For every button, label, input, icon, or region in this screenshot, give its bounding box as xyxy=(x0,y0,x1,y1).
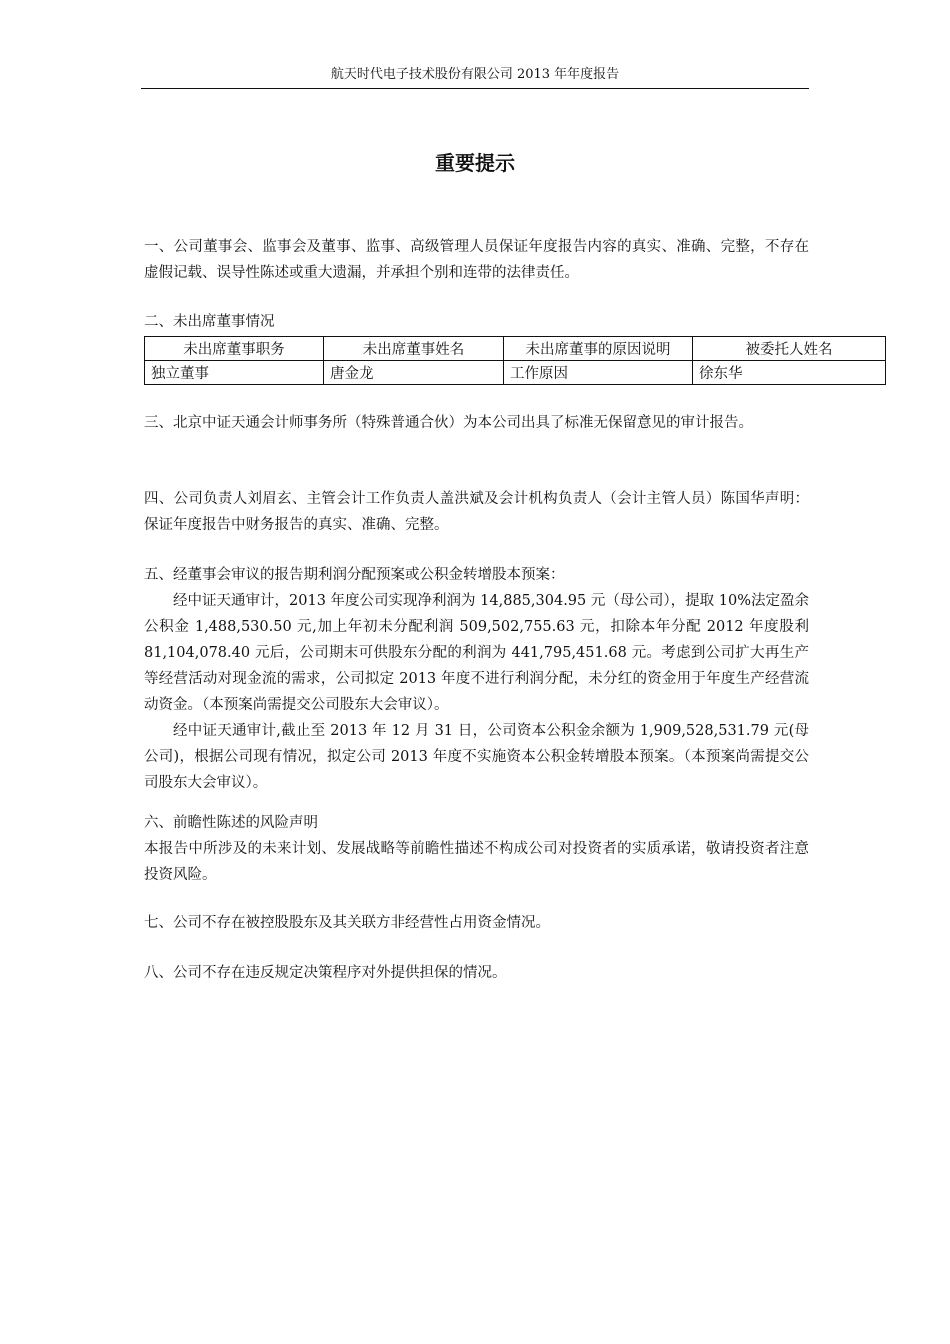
section-5-profit-distribution: 经中证天通审计，2013 年度公司实现净利润为 14,885,304.95 元（母公司），提取 10%法定盈余公积金 1,488,530.50 元,加上年初未分配利润 509,502,755.63 元，扣除本年分配 2012 年度股利 81,104,078.40 元后，公司期末可供股东分配的利润为 441,795,451.68 元。考虑到公司扩大再生产等经营活动对现金流的需求，公司拟定 2013 年度不进行利润分配，未分红的资金用于年度生产经营流动资金。（本预案尚需提交公司股东大会审议）。 xyxy=(144,593,809,713)
section-6-body: 本报告中所涉及的未来计划、发展战略等前瞻性描述不构成公司对投资者的实质承诺，敬请投资者注意投资风险。 xyxy=(144,841,809,883)
table-header-cell: 未出席董事的原因说明 xyxy=(504,337,693,361)
section-8-text: 八、公司不存在违反规定决策程序对外提供担保的情况。 xyxy=(144,965,507,981)
section-1-text: 一、公司董事会、监事会及董事、监事、高级管理人员保证年度报告内容的真实、准确、完整，不存在虚假记载、误导性陈述或重大遗漏，并承担个别和连带的法律责任。 xyxy=(144,239,809,281)
section-5-heading: 五、经董事会审议的报告期利润分配预案或公积金转增股本预案： xyxy=(144,567,565,583)
section-4 xyxy=(144,486,809,538)
table-cell: 独立董事 xyxy=(145,361,324,385)
section-1 xyxy=(144,234,809,286)
section-5 xyxy=(144,562,809,796)
section-3 xyxy=(144,410,809,436)
table-cell: 唐金龙 xyxy=(324,361,504,385)
section-8 xyxy=(144,960,809,986)
table-header-cell: 未出席董事职务 xyxy=(145,337,324,361)
section-4-text: 四、公司负责人刘眉玄、主管会计工作负责人盖洪斌及会计机构负责人（会计主管人员）陈国华声明：保证年度报告中财务报告的真实、准确、完整。 xyxy=(144,491,809,533)
section-2-heading-text: 二、未出席董事情况 xyxy=(144,314,275,330)
section-3-text: 三、北京中证天通会计师事务所（特殊普通合伙）为本公司出具了标准无保留意见的审计报告。 xyxy=(144,415,753,431)
section-6 xyxy=(144,810,809,888)
table-row xyxy=(145,361,886,385)
absent-directors-table xyxy=(144,336,886,385)
page-title: 重要提示 xyxy=(435,151,515,175)
section-2-heading xyxy=(144,309,809,335)
section-5-capital-reserve: 经中证天通审计,截止至 2013 年 12 月 31 日，公司资本公积金余额为 1,909,528,531.79 元(母公司)，根据公司现有情况，拟定公司 2013 年度不实施资本公积金转增股本预案。（本预案尚需提交公司股东大会审议）。 xyxy=(144,723,809,791)
header-divider xyxy=(141,88,809,89)
section-7 xyxy=(144,910,809,936)
section-6-heading: 六、前瞻性陈述的风险声明 xyxy=(144,815,318,831)
table-header-cell: 被委托人姓名 xyxy=(693,337,886,361)
table-cell: 徐东华 xyxy=(693,361,886,385)
table-header-row xyxy=(145,337,886,361)
page-header: 航天时代电子技术股份有限公司 2013 年年度报告 xyxy=(330,67,620,82)
table-cell: 工作原因 xyxy=(504,361,693,385)
table-header-cell: 未出席董事姓名 xyxy=(324,337,504,361)
section-7-text: 七、公司不存在被控股股东及其关联方非经营性占用资金情况。 xyxy=(144,915,550,931)
